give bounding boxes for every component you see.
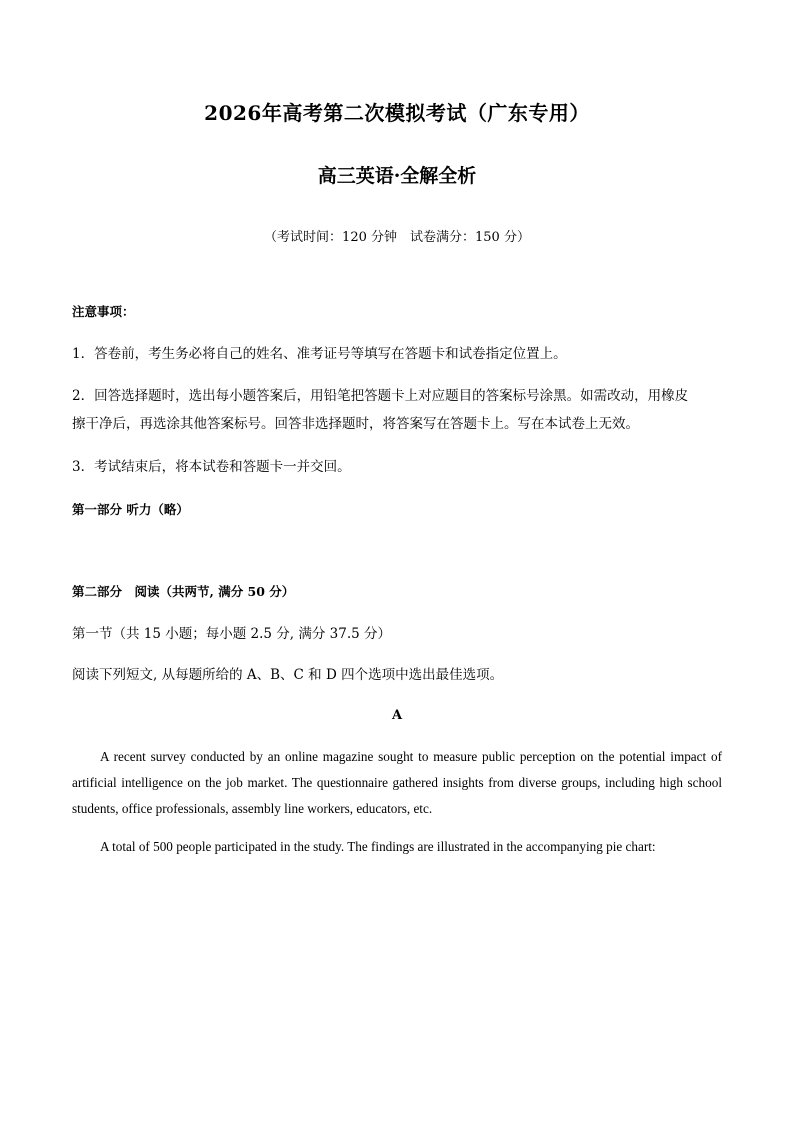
notice-heading: 注意事项： bbox=[72, 304, 135, 319]
notice-item-1: 1．答卷前，考生务必将自己的姓名、准考证号等填写在答题卡和试卷指定位置上。 bbox=[72, 346, 567, 362]
passage-label: A bbox=[391, 708, 403, 723]
notice-item-2-line-2: 擦干净后，再选涂其他答案标号。回答非选择题时，将答案写在答题卡上。写在本试卷上无效。 bbox=[72, 416, 639, 432]
passage-paragraph-2: A total of 500 people participated in the study. The findings are illustrated in the accompanying pie chart: bbox=[100, 839, 656, 854]
part-one-heading: 第一部分 听力（略） bbox=[72, 502, 189, 517]
passage-paragraph-1: A recent survey conducted by an online magazine sought to measure public perception on the potential impact of artificial intelligence on the job market. The questionnaire gathered insights from diverse groups, including high school students, office professionals, assembly line workers, educators, etc. bbox=[72, 749, 722, 816]
reading-instruction: 阅读下列短文, 从每题所给的 A、B、C 和 D 四个选项中选出最佳选项。 bbox=[72, 667, 504, 683]
part-two-heading: 第二部分 阅读（共两节, 满分 50 分） bbox=[72, 584, 295, 599]
exam-subtitle: 高三英语·全解全析 bbox=[317, 165, 477, 187]
exam-title: 2026年高考第二次模拟考试（广东专用） bbox=[204, 101, 590, 125]
exam-time-and-score: （考试时间：120 分钟 试卷满分：150 分） bbox=[264, 230, 530, 245]
section-one-heading: 第一节（共 15 小题；每小题 2.5 分, 满分 37.5 分） bbox=[72, 626, 392, 642]
notice-item-3: 3．考试结束后，将本试卷和答题卡一并交回。 bbox=[72, 459, 351, 475]
notice-item-2-line-1: 2．回答选择题时，选出每小题答案后，用铅笔把答题卡上对应题目的答案标号涂黑。如需改动，用橡皮 bbox=[72, 388, 689, 404]
